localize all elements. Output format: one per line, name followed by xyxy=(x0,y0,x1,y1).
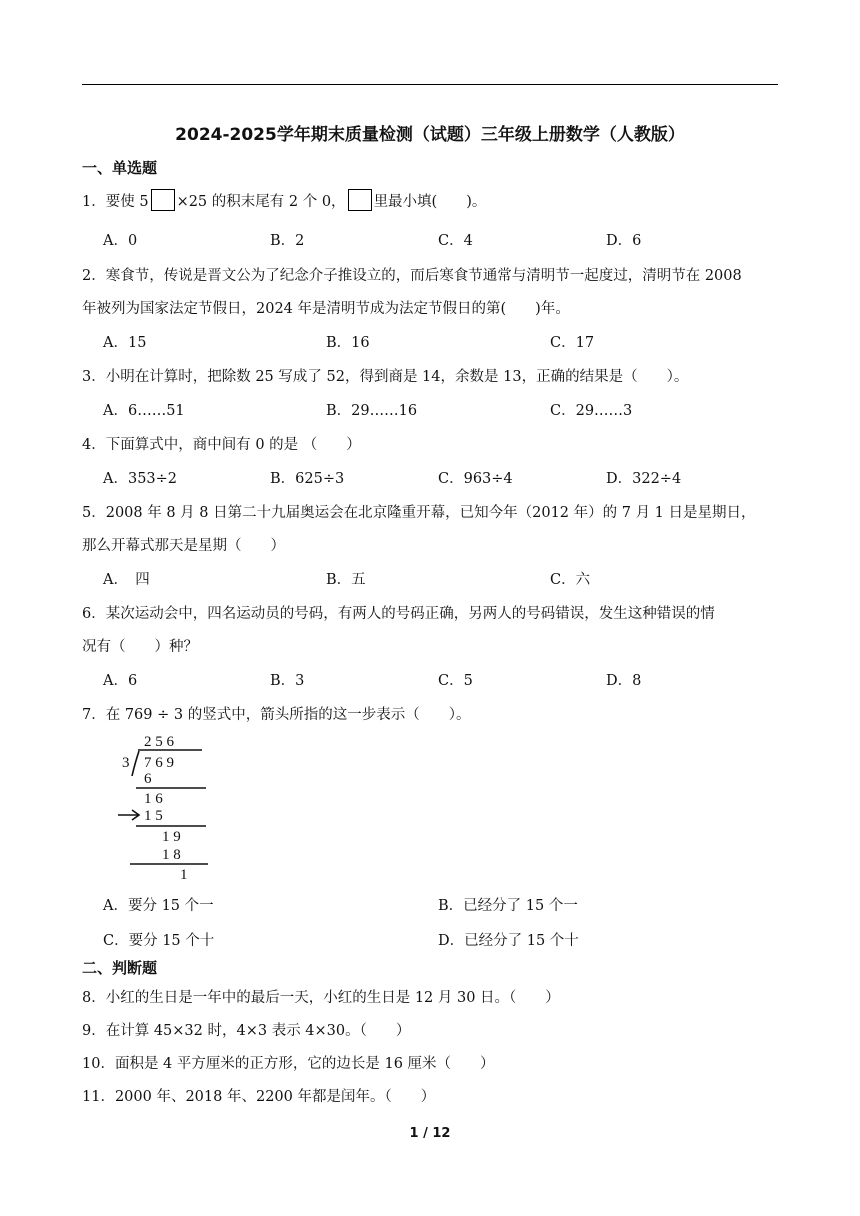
question-6-line2: 况有（ ）种？ xyxy=(82,639,198,655)
division-dividend: 7 6 9 xyxy=(144,755,174,771)
blank-box xyxy=(151,189,175,211)
q4-option-b[interactable]: B．625÷3 xyxy=(270,471,345,487)
q1-option-b[interactable]: B．2 xyxy=(270,233,305,249)
division-step-2: 1 6 xyxy=(144,791,163,807)
page-title: 2024-2025学年期末质量检测（试题）三年级上册数学（人教版） xyxy=(175,125,685,145)
question-1 xyxy=(82,189,782,211)
question-11: 11．2000 年、2018 年、2200 年都是闰年。（ ） xyxy=(82,1089,436,1105)
q4-option-c[interactable]: C．963÷4 xyxy=(438,471,513,487)
q4-option-a[interactable]: A．353÷2 xyxy=(103,471,178,487)
q2-option-c[interactable]: C．17 xyxy=(550,335,595,351)
q6-option-d[interactable]: D．8 xyxy=(606,673,642,689)
division-quotient: 2 5 6 xyxy=(144,734,174,750)
question-2-line1: 2．寒食节，传说是晋文公为了纪念介子推设立的，而后寒食节通常与清明节一起度过，清明节在 2008 xyxy=(82,268,742,284)
q5-option-a[interactable]: A． 四 xyxy=(103,572,150,588)
page-number: 1 / 12 xyxy=(409,1126,451,1141)
section-heading-true-false: 二、判断题 xyxy=(82,959,158,977)
q5-option-b[interactable]: B．五 xyxy=(326,572,366,588)
question-2-line2: 年被列为国家法定节假日，2024 年是清明节成为法定节假日的第( )年。 xyxy=(82,301,570,317)
q1-text-mid: ×25 的积末尾有 2 个 0， xyxy=(176,194,346,210)
division-step-4: 1 9 xyxy=(162,829,181,845)
q3-option-c[interactable]: C．29……3 xyxy=(550,403,633,419)
q1-option-c[interactable]: C．4 xyxy=(438,233,473,249)
q3-option-b[interactable]: B．29……16 xyxy=(326,403,418,419)
q3-option-a[interactable]: A．6……51 xyxy=(103,403,185,419)
q6-option-a[interactable]: A．6 xyxy=(103,673,138,689)
question-4: 4．下面算式中，商中间有 0 的是 （ ） xyxy=(82,437,361,453)
division-step-6: 1 xyxy=(180,867,188,883)
q2-option-a[interactable]: A．15 xyxy=(103,335,147,351)
arrow-icon xyxy=(118,810,139,820)
q7-option-b[interactable]: B．已经分了 15 个一 xyxy=(438,898,578,914)
q2-option-b[interactable]: B．16 xyxy=(326,335,370,351)
question-9: 9．在计算 45×32 时，4×3 表示 4×30。（ ） xyxy=(82,1023,411,1039)
q4-option-d[interactable]: D．322÷4 xyxy=(606,471,682,487)
question-3: 3．小明在计算时，把除数 25 写成了 52，得到商是 14，余数是 13，正确的结果是（ ）。 xyxy=(82,369,689,385)
q1-text-post: 里最小填( )。 xyxy=(373,194,487,210)
division-step-3: 1 5 xyxy=(144,808,163,824)
division-step-5: 1 8 xyxy=(162,847,181,863)
section-heading-single-choice: 一、单选题 xyxy=(82,159,158,177)
question-6-line1: 6．某次运动会中，四名运动员的号码，有两人的号码正确，另两人的号码错误，发生这种错误的情 xyxy=(82,606,715,622)
q1-text-pre: 1．要使 5 xyxy=(82,194,149,210)
q7-option-d[interactable]: D．已经分了 15 个十 xyxy=(438,933,579,949)
blank-box xyxy=(348,189,372,211)
division-divisor: 3 xyxy=(122,755,130,771)
long-division-figure xyxy=(108,728,218,886)
header-rule xyxy=(82,84,778,85)
division-step-1: 6 xyxy=(144,771,152,787)
q7-option-c[interactable]: C．要分 15 个十 xyxy=(103,933,215,949)
question-7: 7．在 769 ÷ 3 的竖式中，箭头所指的这一步表示（ ）。 xyxy=(82,707,471,723)
q5-option-c[interactable]: C．六 xyxy=(550,572,591,588)
question-10: 10．面积是 4 平方厘米的正方形，它的边长是 16 厘米（ ） xyxy=(82,1056,495,1072)
q6-option-c[interactable]: C．5 xyxy=(438,673,473,689)
q1-option-d[interactable]: D．6 xyxy=(606,233,642,249)
q7-option-a[interactable]: A．要分 15 个一 xyxy=(103,898,214,914)
question-8: 8．小红的生日是一年中的最后一天，小红的生日是 12 月 30 日。（ ） xyxy=(82,990,560,1006)
q1-option-a[interactable]: A．0 xyxy=(103,233,138,249)
q6-option-b[interactable]: B．3 xyxy=(270,673,305,689)
question-5-line2: 那么开幕式那天是星期（ ） xyxy=(82,538,285,554)
question-5-line1: 5．2008 年 8 月 8 日第二十九届奥运会在北京隆重开幕，已知今年（2012 年）的 7 月 1 日是星期日， xyxy=(82,505,756,521)
